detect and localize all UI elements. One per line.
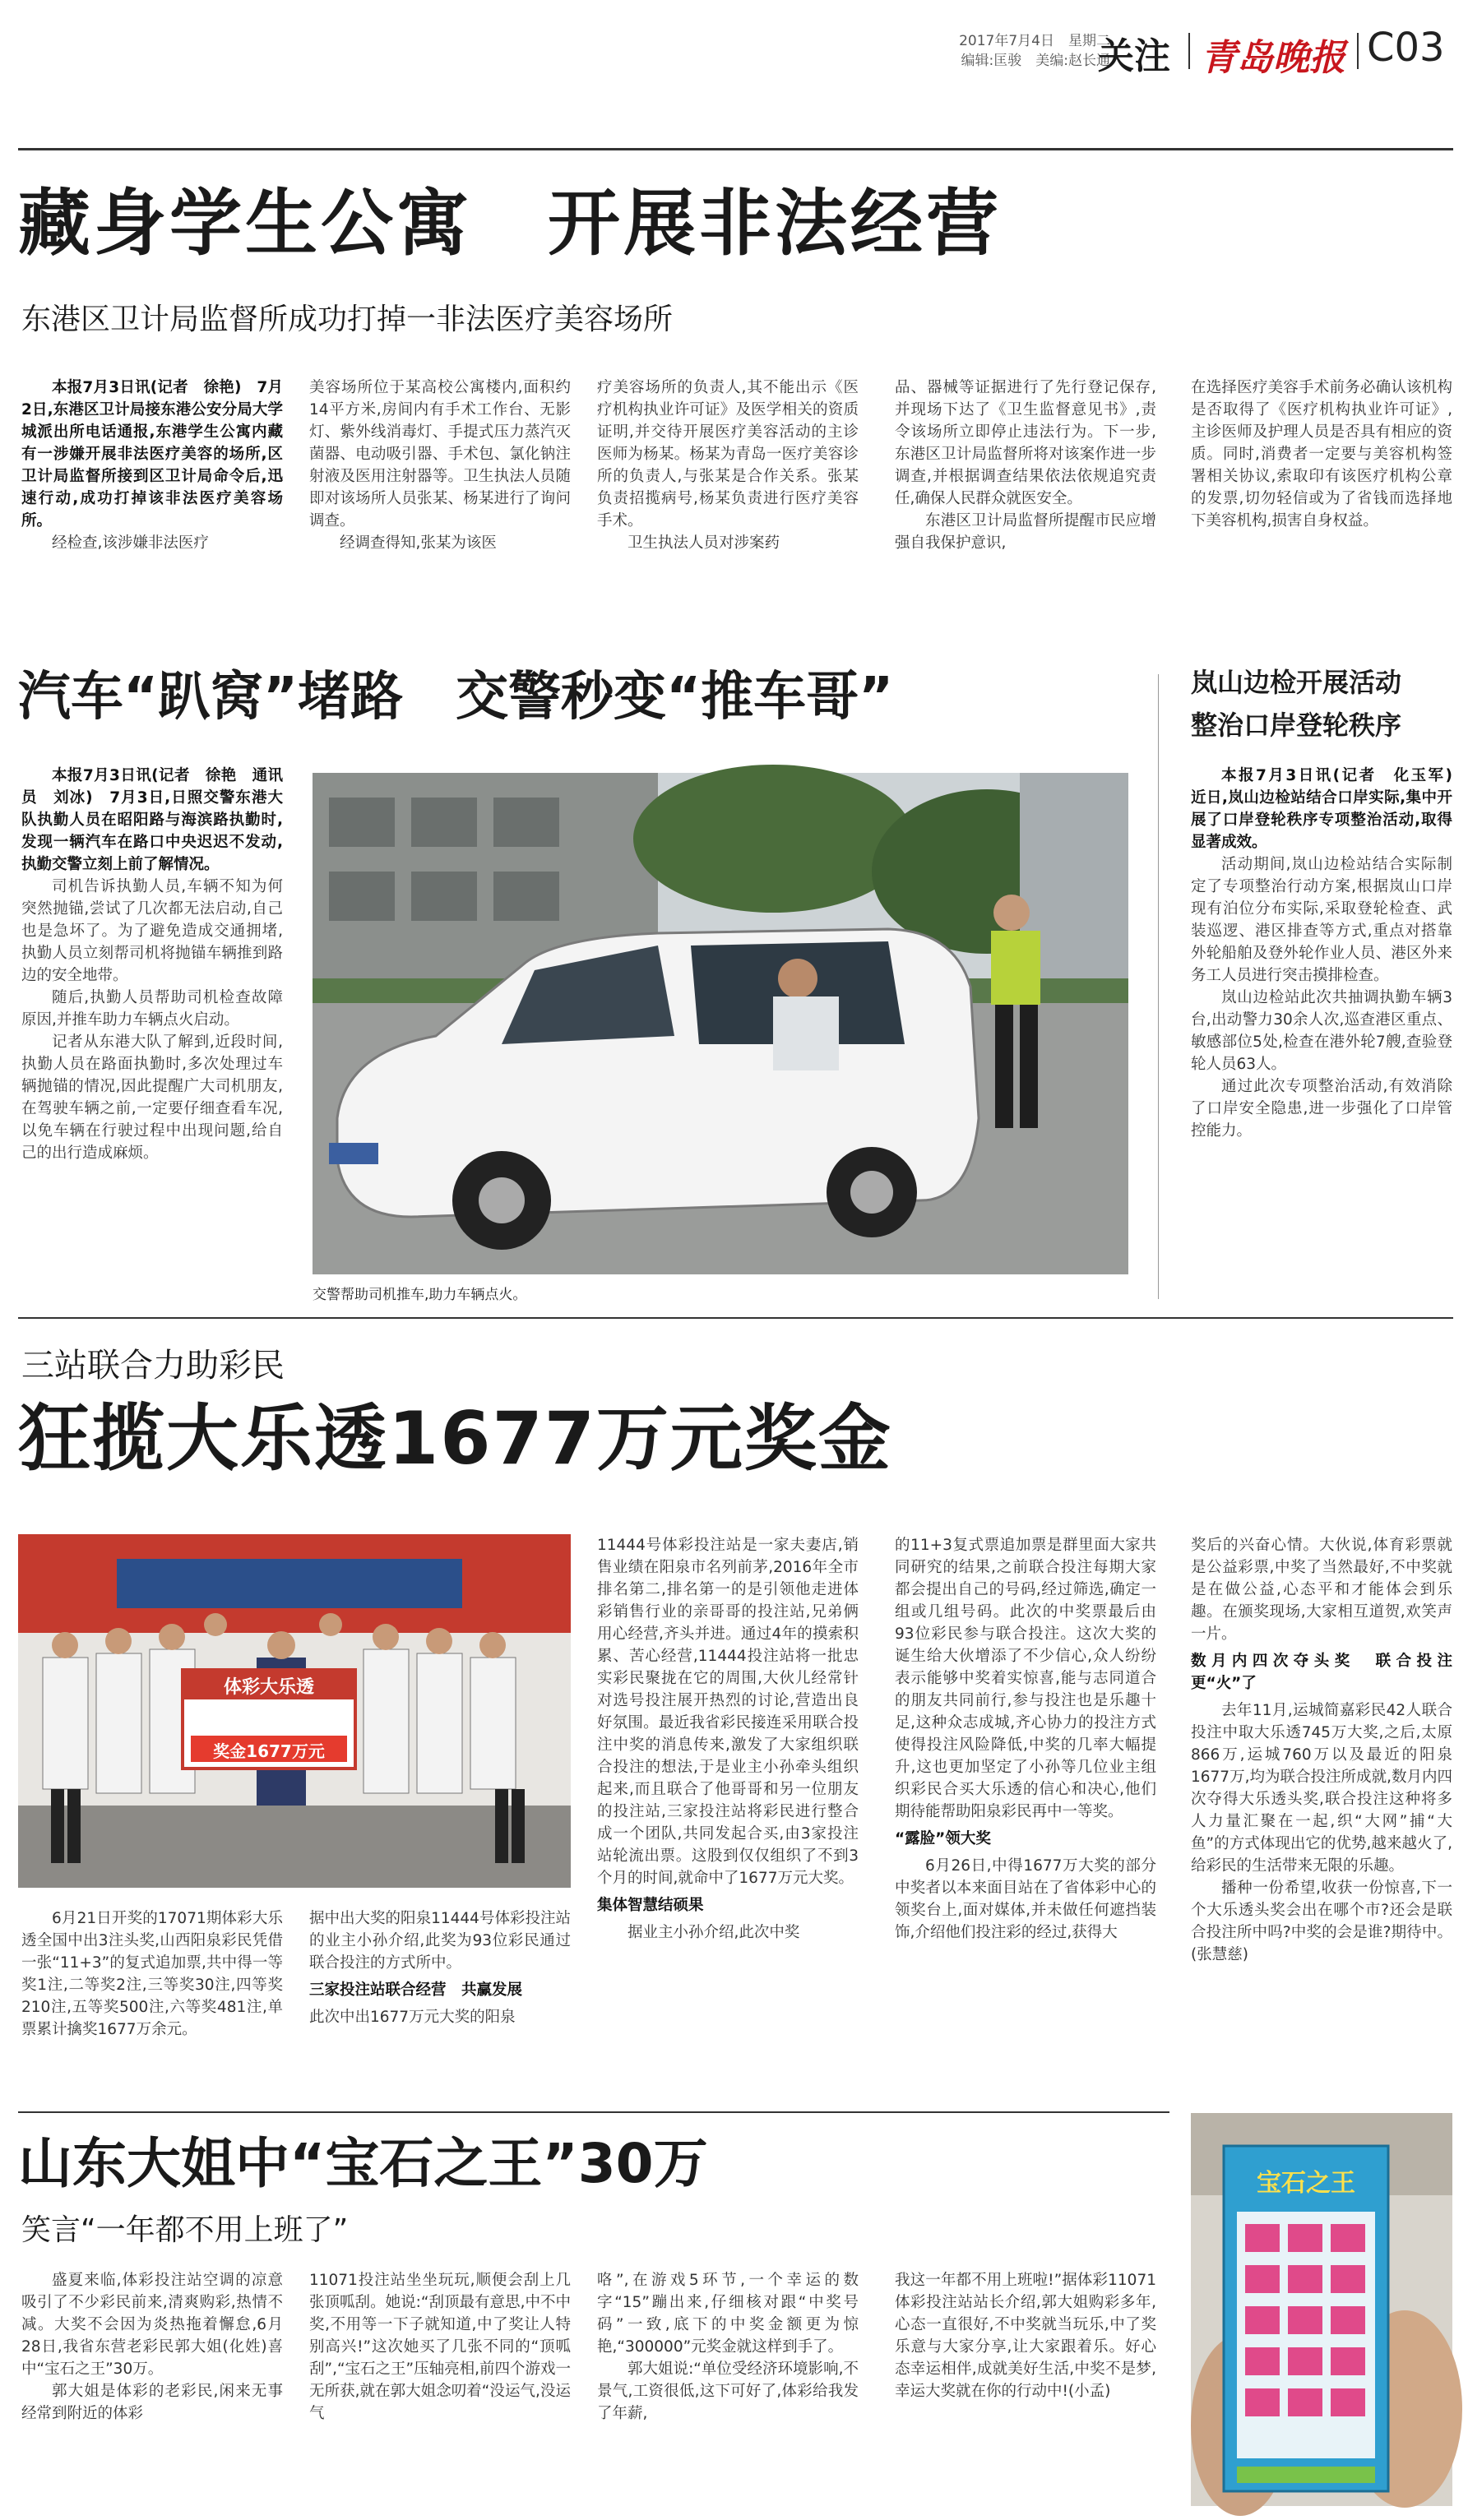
story1-paragraph: 疗美容场所的负责人,其不能出示《医疗机构执业许可证》及医学相关的资质证明,并交待开展医疗美容活动的主诊医师为杨某。杨某为青岛一医疗美容诊所的负责人,与张某是合作关系。张某负责招揽病号,杨某负责进行医疗美容手术。 bbox=[597, 379, 859, 529]
story4-column-3 bbox=[597, 1534, 859, 2097]
story4-paragraph: 去年11月,运城简嘉彩民42人联合投注中取大乐透745万大奖,之后,太原866万,运城760万以及最近的阳泉1677万,均为联合投注所成就,数月内四次夺得大乐透头奖,联合投注这种将多人力量汇聚在一起,织“大网”捕“大鱼”的方式体现出它的优势,越来越火了,给彩民的生活带来无限的乐趣。 bbox=[1191, 1702, 1452, 1875]
story2-photo bbox=[313, 773, 1128, 1274]
story4-subhead: 数月内四次夺头奖 联合投注更“火”了 bbox=[1191, 1653, 1452, 1692]
story4-paragraph: 此次中出1677万元大奖的阳泉 bbox=[309, 2009, 516, 2026]
story5-column-1 bbox=[21, 2269, 283, 2508]
story5-column-4 bbox=[895, 2269, 1156, 2508]
story4-headline: 狂揽大乐透1677万元奖金 bbox=[18, 1396, 892, 1481]
story5-paragraph: 咯”,在游戏5环节,一个幸运的数字“15”蹦出来,仔细核对跟“中奖号码”一致,底下的中奖金额更为惊艳,“300000”元奖金就这样到手了。 bbox=[597, 2272, 859, 2356]
story4-photo bbox=[18, 1534, 571, 1888]
photo-banner-title: 体彩大乐透 bbox=[223, 1677, 314, 1698]
story1-column-5 bbox=[1191, 377, 1452, 623]
story2-column bbox=[21, 765, 283, 1299]
story4-kicker: 三站联合力助彩民 bbox=[21, 1347, 285, 1385]
story4-paragraph: 6月26日,中得1677万大奖的部分中奖者以本来面目站在了省体彩中心的领奖台上,面对媒体,并未做任何遮挡装饰,介绍他们投注彩的经过,获得大 bbox=[895, 1857, 1156, 1941]
story1-paragraph: 经检查,该涉嫌非法医疗 bbox=[52, 534, 209, 552]
story2-paragraph: 司机告诉执勤人员,车辆不知为何突然抛锚,尝试了几次都无法启动,自己也是急坏了。为了避免造成交通拥堵,执勤人员立刻帮司机将抛锚车辆推到路边的安全地带。 bbox=[21, 878, 283, 984]
section-title: 关注 bbox=[1098, 35, 1170, 77]
story4-subhead: 集体智慧结硕果 bbox=[597, 1897, 704, 1914]
story4-paragraph: 6月21日开奖的17071期体彩大乐透全国中出3注头奖,山西阳泉彩民凭借一张“11+3”的复式追加票,共中得一等奖1注,二等奖2注,三等奖30注,四等奖210注,五等奖500注,六等奖481注,单票累计擒奖1677万余元。 bbox=[21, 1910, 283, 2038]
story5-paragraph: 郭大姐是体彩的老彩民,闲来无事经常到附近的体彩 bbox=[21, 2383, 283, 2422]
ticket-title: 宝石之王 bbox=[1257, 2169, 1355, 2198]
story1-paragraph: 经调查得知,张某为该医 bbox=[340, 534, 497, 552]
story4-paragraph: 播种一份希望,收获一份惊喜,下一个大乐透头奖会出在哪个市?还会是联合投注所中吗?中奖的会是谁?期待中。(张慧慈) bbox=[1191, 1880, 1452, 1963]
story1-column-4 bbox=[895, 377, 1156, 623]
story5-paragraph: 我这一年都不用上班啦!”据体彩11071体彩投注站站长介绍,郭大姐购彩多年,心态一直很好,不中奖就当玩乐,中了奖乐意与大家分享,让大家跟着乐。好心态幸运相伴,成就美好生活,中奖不是梦,幸运大奖就在你的行动中!(小孟) bbox=[895, 2272, 1156, 2400]
photo-banner-amount: 奖金1677万元 bbox=[213, 1741, 325, 1761]
paper-logo: 青岛晚报 bbox=[1201, 37, 1345, 79]
story5-headline: 山东大姐中“宝石之王”30万 bbox=[18, 2132, 708, 2195]
top-rule bbox=[18, 148, 1453, 150]
story5-paragraph: 11071投注站坐坐玩玩,顺便会刮上几张顶呱刮。她说:“刮顶最有意思,中不中奖,不用等一下子就知道,中了奖让人特别高兴!”这次她买了几张不同的“顶呱刮”,“宝石之王”压轴亮相,前四个游戏一无所获,就在郭大姐念叨着“没运气,没运气 bbox=[309, 2272, 572, 2422]
story1-paragraph: 在选择医疗美容手术前务必确认该机构是否取得了《医疗机构执业许可证》,主诊医师及护理人员是否具有相应的资质。同时,消费者一定要与美容机构签署相关协议,索取印有该医疗机构公章的发票,切勿轻信或为了省钱而选择地下美容机构,损害自身权益。 bbox=[1191, 379, 1452, 529]
story3-column bbox=[1191, 765, 1468, 1299]
story2-paragraph: 本报7月3日讯(记者 徐艳 通讯员 刘冰) 7月3日,日照交警东港大队执勤人员在昭阳路与海滨路执勤时,发现一辆汽车在路口中央迟迟不发动,执勤交警立刻上前了解情况。 bbox=[21, 767, 283, 873]
story1-paragraph: 东港区卫计局监督所提醒市民应增强自我保护意识, bbox=[895, 512, 1156, 552]
section-rule bbox=[18, 2111, 1169, 2113]
story4-paragraph: 的11+3复式票追加票是群里面大家共同研究的结果,之前联合投注每期大家都会提出自己的号码,经过筛选,确定一组或几组号码。此次的中奖票最后由93位彩民参与联合投注。这次大奖的诞生给大伙增添了不少信心,众人纷纷表示能够中奖着实惊喜,能与志同道合的朋友共同前行,参与投注也是乐趣十足,这种众志成城,齐心协力的投注方式使得投注风险降低,中奖的几率大幅提升,这也更加坚定了小孙等几位业主组织彩民合买大乐透的信心和决心,他们期待能帮助阳泉彩民再中一等奖。 bbox=[895, 1537, 1156, 1820]
masthead-divider bbox=[1357, 33, 1359, 69]
story1-column-3 bbox=[597, 377, 859, 623]
story1-paragraph: 品、器械等证据进行了先行登记保存,并现场下达了《卫生监督意见书》,责令该场所立即停止违法行为。下一步,东港区卫计局监督所将对该案作进一步调查,并根据调查结果依法依规追究责任,确保人民群众就医安全。 bbox=[895, 379, 1156, 507]
story3-paragraph: 通过此次专项整治活动,有效消除了口岸安全隐患,进一步强化了口岸管控能力。 bbox=[1191, 1078, 1452, 1140]
story3-headline-2: 整治口岸登轮秩序 bbox=[1191, 710, 1402, 741]
story2-caption: 交警帮助司机推车,助力车辆点火。 bbox=[313, 1287, 527, 1303]
story1-paragraph: 美容场所位于某高校公寓楼内,面积约14平方米,房间内有手术工作台、无影灯、紫外线消毒灯、手提式压力蒸汽灭菌器、电动吸引器、手术包、氯化钠注射液及医用注射器等。卫生执法人员随即对该场所人员张某、杨某进行了询问调查。 bbox=[309, 379, 571, 529]
issue-date: 2017年7月4日 星期二 bbox=[959, 33, 1110, 49]
column-divider bbox=[1158, 674, 1159, 1299]
story4-column-2 bbox=[309, 1907, 571, 2097]
story1-paragraph: 卫生执法人员对涉案药 bbox=[627, 534, 780, 552]
story3-headline: 岚山边检开展活动 bbox=[1191, 667, 1402, 698]
story4-subhead: 三家投注站联合经营 共赢发展 bbox=[309, 1981, 523, 1999]
story2-paragraph: 记者从东港大队了解到,近段时间,执勤人员在路面执勤时,多次处理过车辆抛锚的情况,因此提醒广大司机朋友,在驾驶车辆之前,一定要仔细查看车况,以免车辆在行驶过程中出现问题,给自己的出行造成麻烦。 bbox=[21, 1033, 283, 1162]
story3-paragraph: 岚山边检站此次共抽调执勤车辆3台,出动警力30余人次,巡查港区重点、敏感部位5处,检查在港外轮7艘,查验登轮人员63人。 bbox=[1191, 989, 1452, 1073]
story5-paragraph: 郭大姐说:“单位受经济环境影响,不景气,工资很低,这下可好了,体彩给我发了年薪, bbox=[597, 2360, 859, 2422]
story4-column-5 bbox=[1191, 1534, 1452, 2097]
story4-column-1 bbox=[21, 1907, 283, 2097]
story5-subheadline: 笑言“一年都不用上班了” bbox=[21, 2213, 349, 2247]
story1-subheadline: 东港区卫计局监督所成功打掉一非法医疗美容场所 bbox=[21, 303, 674, 336]
story4-paragraph: 据业主小孙介绍,此次中奖 bbox=[627, 1924, 800, 1941]
page-number: C03 bbox=[1367, 25, 1445, 71]
masthead-divider bbox=[1188, 33, 1190, 69]
story4-column-4 bbox=[895, 1534, 1156, 2097]
story3-paragraph: 本报7月3日讯(记者 化玉军) 近日,岚山边检站结合口岸实际,集中开展了口岸登轮秩序专项整治活动,取得显著成效。 bbox=[1191, 767, 1468, 851]
story4-subhead: “露脸”领大奖 bbox=[895, 1830, 991, 1847]
story5-paragraph: 盛夏来临,体彩投注站空调的凉意吸引了不少彩民前来,清爽购彩,热情不减。大奖不会因为炎热拖着懈怠,6月28日,我省东营老彩民郭大姐(化姓)喜中“宝石之王”30万。 bbox=[21, 2272, 283, 2378]
story5-column-2 bbox=[309, 2269, 571, 2508]
story4-paragraph: 11444号体彩投注站是一家夫妻店,销售业绩在阳泉市名列前茅,2016年全市排名第二,排名第一的是引领他走进体彩销售行业的亲哥哥的投注站,兄弟俩用心经营,齐头并进。通过4年的摸索积累、苦心经营,11444投注站将一批忠实彩民聚拢在它的周围,大伙儿经常针对选号投注展开热烈的讨论,营造出良好氛围。最近我省彩民接连采用联合投注中奖的消息传来,激发了大家组织联合投注的想法,于是业主小孙牵头组织起来,而且联合了他哥哥和另一位朋友的投注站,三家投注站将彩民进行整合成一个团队,共同发起合买,由3家投注站轮流出票。这股到仅仅组织了不到3个月的时间,就命中了1677万元大奖。 bbox=[597, 1537, 859, 1887]
story1-headline: 藏身学生公寓 开展非法经营 bbox=[18, 181, 1003, 266]
story4-paragraph: 据中出大奖的阳泉11444号体彩投注站的业主小孙介绍,此奖为93位彩民通过联合投注的方式所中。 bbox=[309, 1910, 571, 1972]
editors-credit: 编辑:匡骏 美编:赵长通 bbox=[961, 53, 1110, 69]
story5-column-3 bbox=[597, 2269, 859, 2508]
story4-paragraph: 奖后的兴奋心情。大伙说,体育彩票就是公益彩票,中奖了当然最好,不中奖就是在做公益,心态平和才能体会到乐趣。在颁奖现场,大家相互道贺,欢笑声一片。 bbox=[1191, 1537, 1452, 1643]
story5-ticket-photo bbox=[1191, 2113, 1452, 2506]
story3-paragraph: 活动期间,岚山边检站结合实际制定了专项整治行动方案,根据岚山口岸现有泊位分布实际,采取登轮检查、武装巡逻、港区排查等方式,重点对搭靠外轮船舶及登外轮作业人员、港区外来务工人员进行突击摸排检查。 bbox=[1191, 856, 1452, 984]
story2-headline: 汽车“趴窝”堵路 交警秒变“推车哥” bbox=[18, 667, 894, 728]
story1-paragraph: 本报7月3日讯(记者 徐艳) 7月2日,东港区卫计局接东港公安分局大学城派出所电话通报,东港学生公寓内藏有一涉嫌开展非法医疗美容的场所,区卫计局监督所接到区卫计局命令后,迅速行动,成功打掉该非法医疗美容场所。 bbox=[21, 379, 283, 529]
section-rule bbox=[18, 1317, 1453, 1319]
story2-paragraph: 随后,执勤人员帮助司机检查故障原因,并推车助力车辆点火启动。 bbox=[21, 989, 283, 1029]
story1-column-1 bbox=[21, 377, 283, 623]
story1-column-2 bbox=[309, 377, 571, 623]
